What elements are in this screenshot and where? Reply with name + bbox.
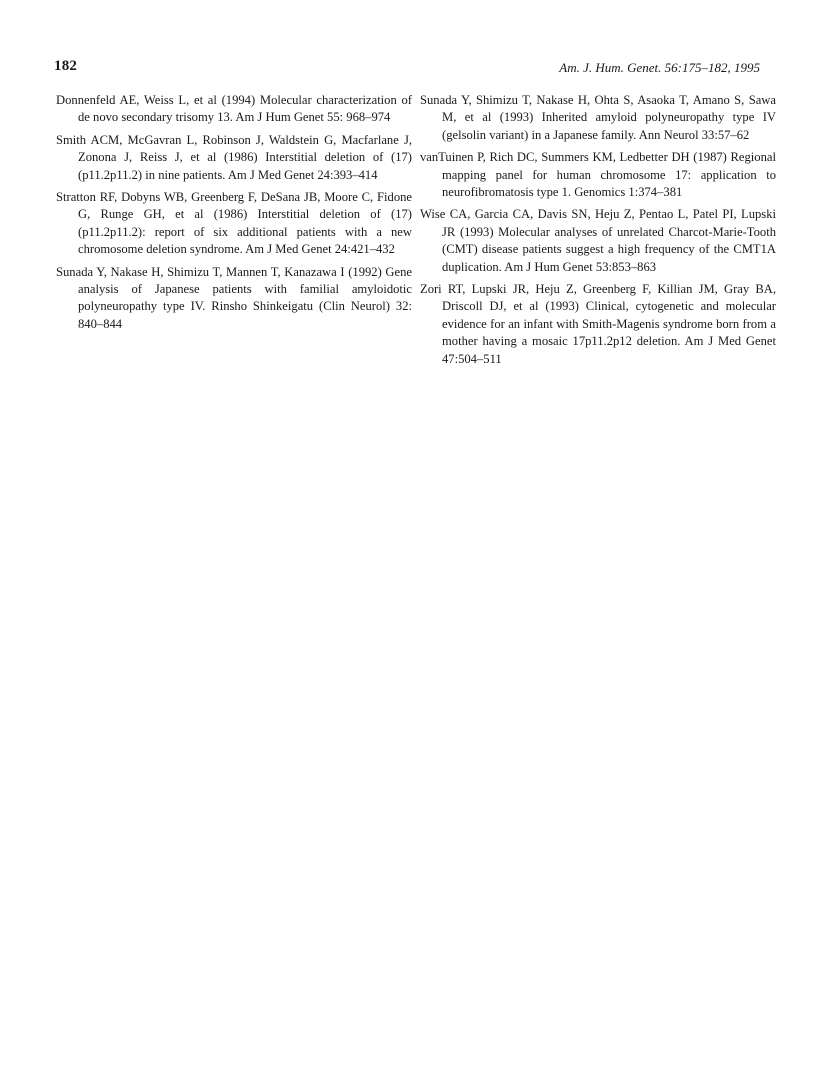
reference-entry: Zori RT, Lupski JR, Heju Z, Greenberg F, Killian JM, Gray BA, Driscoll DJ, et al (1993) Clinical, cytogenetic and molecular evidence for an infant with Smith-Magenis syndrome born from a mother having a mosaic 17p11.2p12 deletion. Am J Med Genet 47:504–511	[420, 282, 776, 366]
references-left-column	[56, 92, 412, 338]
reference-entry: Donnenfeld AE, Weiss L, et al (1994) Molecular characterization of de novo secondary trisomy 13. Am J Hum Genet 55: 968–974	[56, 93, 412, 125]
reference-entry: vanTuinen P, Rich DC, Summers KM, Ledbetter DH (1987) Regional mapping panel for human chromosome 17: application to neurofibromatosis type 1. Genomics 1:374–381	[420, 150, 776, 200]
references-right-column	[420, 92, 776, 373]
reference-entry: Sunada Y, Nakase H, Shimizu T, Mannen T, Kanazawa I (1992) Gene analysis of Japanese patients with familial amyloidotic polyneuropathy type IV. Rinsho Shinkeigatu (Clin Neurol) 32: 840–844	[56, 264, 412, 331]
reference-entry: Smith ACM, McGavran L, Robinson J, Waldstein G, Macfarlane J, Zonona J, Reiss J, et al (1986) Interstitial deletion of (17)(p11.2p11.2) in nine patients. Am J Med Genet 24:393–414	[56, 132, 412, 182]
reference-entry: Stratton RF, Dobyns WB, Greenberg F, DeSana JB, Moore C, Fidone G, Runge GH, et al (1986) Interstitial deletion of (17)(p11.2p11.2): report of six additional patients with a new chromosome deletion syndrome. Am J Med Genet 24:421–432	[56, 190, 412, 257]
journal-citation-header: Am. J. Hum. Genet. 56:175–182, 1995	[559, 60, 760, 75]
page-number: 182	[54, 58, 78, 74]
reference-entry: Sunada Y, Shimizu T, Nakase H, Ohta S, Asaoka T, Amano S, Sawa M, et al (1993) Inherited amyloid polyneuropathy type IV (gelsolin variant) in a Japanese family. Ann Neurol 33:57–62	[420, 93, 776, 142]
reference-entry: Wise CA, Garcia CA, Davis SN, Heju Z, Pentao L, Patel PI, Lupski JR (1993) Molecular analyses of unrelated Charcot-Marie-Tooth (CMT) disease patients suggest a high frequency of the CMT1A duplication. Am J Hum Genet 53:853–863	[420, 207, 776, 274]
